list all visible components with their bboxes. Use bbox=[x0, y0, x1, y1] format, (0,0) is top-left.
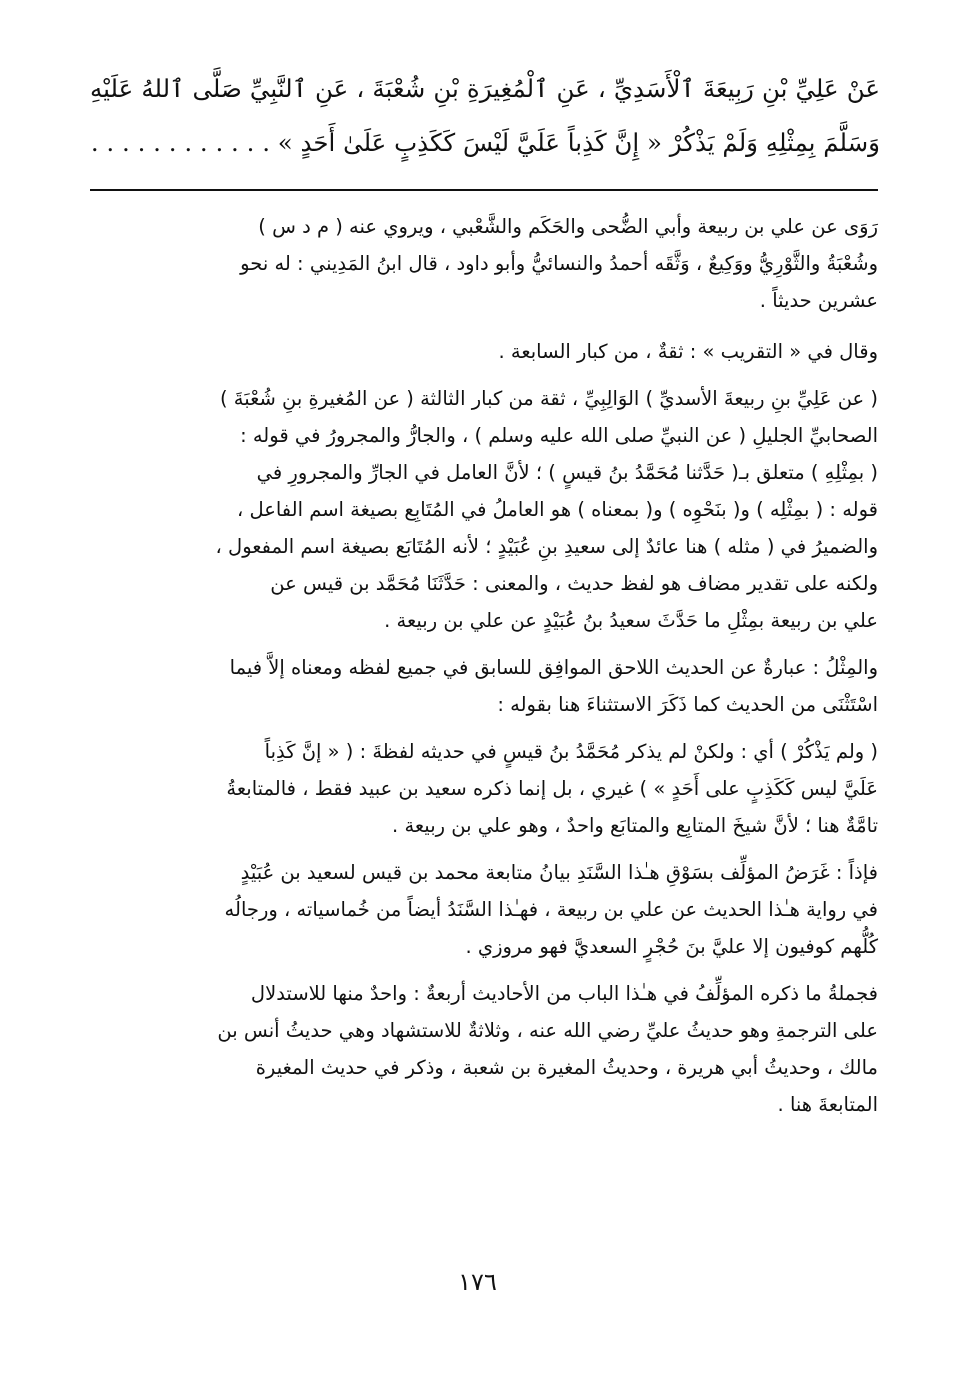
commentary-paragraph bbox=[88, 380, 878, 639]
commentary-paragraph bbox=[88, 649, 878, 723]
text-line: المتابعةَ هنا . bbox=[777, 1093, 878, 1116]
text-line: والمِثْلُ : عبارةٌ عن الحديث اللاحق الموافِق للسابق في جميع لفظه ومعناه إلاَّ فيما bbox=[229, 656, 878, 679]
text-line: عشرين حديثاً . bbox=[759, 289, 878, 312]
text-line: على الترجمةِ وهو حديثُ عليِّ رضي الله عنه ، وثلاثةٌ للاستشهاد وهي حديثُ أنس بن bbox=[217, 1019, 878, 1042]
text-line: اسْتَثْنَى من الحديث كما ذَكَرَ الاستثناءَ هنا بقوله : bbox=[497, 693, 878, 716]
text-line: تامَّةٌ هنا ؛ لأنَّ شيخَ المتابِع والمتابَع واحدٌ ، وهو علي بن ربيعة . bbox=[392, 814, 878, 837]
commentary-paragraph bbox=[88, 733, 878, 844]
text-line: ( عن عَلِيِّ بنِ ربيعةَ الأسديِّ ) الوَالِبِيِّ ، ثقة من كبار الثالثة ( عن المُغيرةِ بنِ شُعْبَةَ ) bbox=[219, 387, 878, 410]
text-line: وقال في « التقريب » : ثقةٌ ، من كبار السابعة . bbox=[498, 340, 878, 363]
text-line: علي بن ربيعة بمِثْلِ ما حَدَّثَ سعيدُ بنُ عُبَيْدٍ عن علي بن ربيعة . bbox=[384, 609, 878, 632]
text-line: مالك ، وحديثُ أبي هريرة ، وحديثُ المغيرة بن شعبة ، وذكر في حديث المغيرة bbox=[255, 1056, 878, 1079]
text-line: رَوَى عن علي بن ربيعة وأبي الضُّحى والحَكَم والشَّعْبي ، ويروي عنه ( م د س ) bbox=[258, 215, 878, 238]
text-line: وشُعْبَةُ والثَّوْرِيُّ ووَكِيعٌ ، وَثَّقَه أحمدُ والنسائيُّ وأبو داود ، قال ابنُ المَدِيني : له نحو bbox=[240, 252, 878, 275]
text-line: فجملةُ ما ذكره المؤلِّفُ في هـٰذا الباب من الأحاديث أربعةٌ : واحدٌ منها للاستدلال bbox=[250, 982, 878, 1005]
text-line: كُلُّهم كوفيون إلا عليَّ بنَ حُجْرٍ السعديَّ فهو مروزي . bbox=[465, 935, 878, 958]
commentary-paragraph bbox=[88, 333, 878, 370]
hadith-line: وَسَلَّمَ بِمِثْلِهِ وَلَمْ يَذْكُرْ « إِنَّ كَذِباً عَلَيَّ لَيْسَ كَكَذِبٍ عَلَىٰ أَحَدٍ » . . . . . . . . . . . . bbox=[90, 128, 880, 157]
text-line: ( ولم يَذْكُرْ ) أي : ولكنْ لم يذكر مُحَمَّدُ بنُ قيسٍ في حديثه لفظةَ : ( « إنَّ كَذِباً bbox=[264, 740, 878, 763]
text-line: فإذاً : غَرَضُ المؤلِّف بسَوْقِ هـٰذا السَّنَدِ بيانُ متابعة محمد بن قيس لسعيد بن عُبَيْدٍ bbox=[240, 861, 878, 884]
commentary-paragraph bbox=[88, 854, 878, 965]
page-number: ١٧٦ bbox=[458, 1268, 497, 1296]
commentary-paragraph bbox=[88, 975, 878, 1123]
text-line: والضميرُ في ( مثله ) هنا عائدٌ إلى سعيدِ بنِ عُبَيْدٍ ؛ لأنه المُتَابَع بصيغة اسم المفعول ، bbox=[215, 535, 878, 558]
text-line: في رواية هـٰذا الحديث عن علي بن ربيعة ، فهـٰذا السَّنَدُ أيضاً من خُماسياته ، ورجالُه bbox=[224, 898, 878, 921]
commentary-paragraph bbox=[88, 208, 878, 319]
separator-rule bbox=[90, 189, 878, 191]
commentary bbox=[88, 208, 878, 1133]
text-line: ولكنه على تقدير مضاف هو لفظ حديث ، والمعنى : حَدَّثَنَا مُحَمَّد بن قيس عن bbox=[270, 572, 878, 595]
text-line: الصحابيِّ الجليلِ ( عن النبيِّ صلى الله عليه وسلم ) ، والجارُّ والمجرورُ في قوله : bbox=[240, 424, 878, 447]
text-line: ( بمِثْلِهِ ) متعلق بـ( حَدَّثنا مُحَمَّدُ بنُ قيسٍ ) ؛ لأنَّ العامل في الجارِّ والمجرورِ في bbox=[256, 461, 878, 484]
hadith-text bbox=[90, 62, 880, 170]
hadith-line: عَنْ عَلِيِّ بْنِ رَبِيعَةَ ٱلْأَسَدِيِّ ، عَنِ ٱلْمُغِيرَةِ بْنِ شُعْبَةَ ، عَنِ ٱلنَّبِيِّ صَلَّى ٱللهُ عَلَيْهِ bbox=[90, 74, 880, 103]
text-line: عَلَيَّ ليس كَكَذِبٍ على أَحَدٍ » ) غيري ، بل إنما ذكره سعيد بن عبيد فقط ، فالمتابعةُ bbox=[226, 777, 878, 800]
text-line: قوله : ( بمِثْلِه ) و( بنَحْوِه ) و( بمعناه ) هو العاملُ في المُتَابِع بصيغة اسم الفاعل ، bbox=[236, 498, 878, 521]
